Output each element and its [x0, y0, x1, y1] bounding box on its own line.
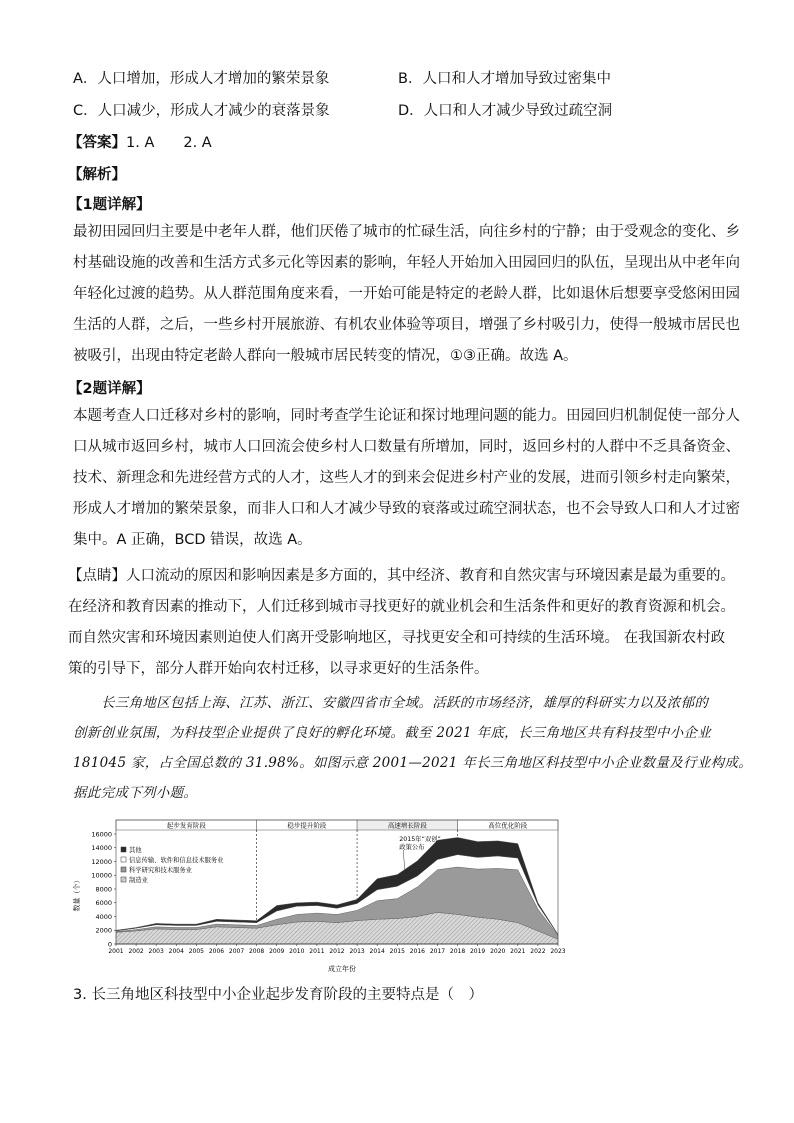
legend-swatch [121, 857, 126, 862]
stage-label: 高位优化阶段 [488, 821, 528, 830]
q2-heading: 【2题详解】 [68, 381, 151, 397]
x-tick-label: 2017 [429, 948, 446, 955]
q1-line: 村基础设施的改善和生活方式多元化等因素的影响，年轻人开始加入田园回归的队伍，呈现出从中老年向 [73, 255, 740, 271]
q2-explanation [73, 401, 740, 556]
material-paragraph [73, 688, 753, 808]
x-tick-label: 2023 [550, 948, 566, 955]
answer-text: 1. A 2. A [126, 135, 212, 151]
x-tick-label: 2015 [389, 948, 405, 955]
option-a: A．人口增加，形成人才增加的繁荣景象 [73, 71, 330, 87]
x-tick-label: 2002 [128, 948, 144, 955]
x-tick-label: 2011 [309, 948, 325, 955]
q1-line: 最初田园回归主要是中老年人群，他们厌倦了城市的忙碌生活，向往乡村的宁静；由于受观念的变化、乡 [73, 224, 740, 240]
y-tick-label: 2000 [95, 926, 112, 935]
stage-label: 稳步提升阶段 [287, 821, 327, 830]
material-line: 据此完成下列小题。 [73, 785, 198, 801]
enterprise-count-chart [70, 814, 570, 974]
stage-label: 起步发育阶段 [166, 821, 206, 830]
y-tick-label: 16000 [91, 830, 112, 839]
x-tick-label: 2016 [409, 948, 426, 955]
x-tick-label: 2008 [248, 948, 265, 955]
x-tick-label: 2018 [449, 948, 466, 955]
q2-line: 形成人才增加的繁荣景象，而非人口和人才减少导致的衰落或过疏空洞状态，也不会导致人口和人才过密 [73, 501, 740, 517]
option-c: C．人口减少，形成人才减少的衰落景象 [73, 103, 330, 119]
x-tick-label: 2013 [349, 948, 365, 955]
q2-line: 技术、新理念和先进经营方式的人才，这些人才的到来会促进乡村产业的发展，进而引领乡村走向繁荣， [73, 470, 740, 486]
x-tick-label: 2022 [530, 948, 546, 955]
x-tick-label: 2004 [168, 948, 184, 955]
y-axis-label: 数量（个） [73, 876, 81, 912]
x-tick-label: 2019 [469, 948, 486, 955]
x-tick-label: 2003 [148, 948, 164, 955]
x-tick-label: 2020 [490, 948, 506, 955]
tip-line: 【点睛】人口流动的原因和影响因素是多方面的，其中经济、教育和自然灾害与环境因素是最为重要的。 [68, 568, 735, 584]
x-tick-label: 2001 [108, 948, 124, 955]
tip-line: 在经济和教育因素的推动下，人们迁移到城市寻找更好的就业机会和生活条件和更好的教育资源和机会。 [68, 599, 735, 615]
legend-swatch [121, 847, 126, 852]
answer-label: 【答案】 [68, 135, 126, 151]
stage-label: 高速增长阶段 [387, 821, 427, 830]
x-tick-label: 2012 [329, 948, 345, 955]
tip-line: 策的引导下，部分人群开始向农村迁移，以寻求更好的生活条件。 [68, 661, 489, 677]
legend-swatch [121, 867, 126, 872]
material-line: 长三角地区包括上海、江苏、浙江、安徽四省市全域。活跃的市场经济，雄厚的科研实力以及浓郁的 [101, 695, 709, 711]
q1-explanation [73, 217, 740, 372]
x-tick-label: 2005 [188, 948, 205, 955]
annotation-text: 政策公布 [399, 844, 425, 851]
q1-line: 年轻化过渡的趋势。从人群范围角度来看，一开始可能是特定的老龄人群，比如退休后想要享受悠闲田园 [73, 286, 740, 302]
y-tick-label: 10000 [91, 871, 112, 880]
tip-paragraph [68, 561, 735, 685]
y-tick-label: 8000 [95, 885, 112, 894]
legend-label: 科学研究和技术服务业 [129, 867, 192, 874]
legend [121, 845, 224, 884]
material-line: 创新创业氛围，为科技型企业提供了良好的孵化环境。截至 2021 年底，长三角地区共有科技型中小企业 [73, 725, 712, 741]
x-axis-label: 成立年份 [328, 965, 356, 973]
analysis-label: 【解析】 [68, 167, 126, 183]
option-d: D．人口和人才减少导致过疏空洞 [398, 103, 613, 119]
x-tick-label: 2021 [510, 948, 526, 955]
y-tick-label: 0 [107, 940, 112, 949]
tip-line: 而自然灾害和环境因素则迫使人们离开受影响地区，寻找更安全和可持续的生活环境。 在我国新农村政 [68, 630, 726, 646]
legend-label: 制造业 [129, 877, 148, 884]
annotation-text: 2015年“双创” [399, 836, 441, 843]
x-tick-label: 2007 [228, 948, 245, 955]
material-line: 181045 家，占全国总数的 31.98%。如图示意 2001—2021 年长三角地区科技型中小企业数量及行业构成。 [73, 755, 753, 771]
legend-swatch [121, 877, 126, 882]
y-tick-label: 14000 [91, 844, 112, 853]
area-layer [116, 837, 558, 944]
q1-line: 生活的人群，之后，一些乡村开展旅游、有机农业体验等项目，增强了乡村吸引力，使得一般城市居民也 [73, 317, 740, 333]
y-tick-label: 12000 [91, 857, 112, 866]
x-tick-label: 2010 [289, 948, 305, 955]
x-tick-label: 2014 [369, 948, 385, 955]
q1-heading: 【1题详解】 [68, 197, 151, 213]
q2-line: 口从城市返回乡村，城市人口回流会使乡村人口数量有所增加，同时，返回乡村的人群中不乏具备资金、 [73, 439, 740, 455]
q1-line: 被吸引，出现由特定老龄人群向一般城市居民转变的情况，①③正确。故选 A。 [73, 348, 578, 364]
question-3: 3. 长三角地区科技型中小企业起步发育阶段的主要特点是（ ） [73, 987, 483, 1003]
x-tick-label: 2006 [208, 948, 225, 955]
answer-line [68, 131, 212, 152]
option-b: B．人口和人才增加导致过密集中 [398, 71, 611, 87]
legend-label: 信息传输、软件和信息技术服务业 [129, 857, 224, 864]
q2-line: 集中。A 正确，BCD 错误，故选 A。 [73, 532, 312, 548]
y-tick-label: 4000 [95, 912, 112, 921]
q2-line: 本题考查人口迁移对乡村的影响，同时考查学生论证和探讨地理问题的能力。田园回归机制促使一部分人 [73, 408, 740, 424]
y-tick-label: 6000 [95, 899, 112, 908]
x-tick-label: 2009 [269, 948, 285, 955]
legend-label: 其他 [129, 847, 142, 854]
